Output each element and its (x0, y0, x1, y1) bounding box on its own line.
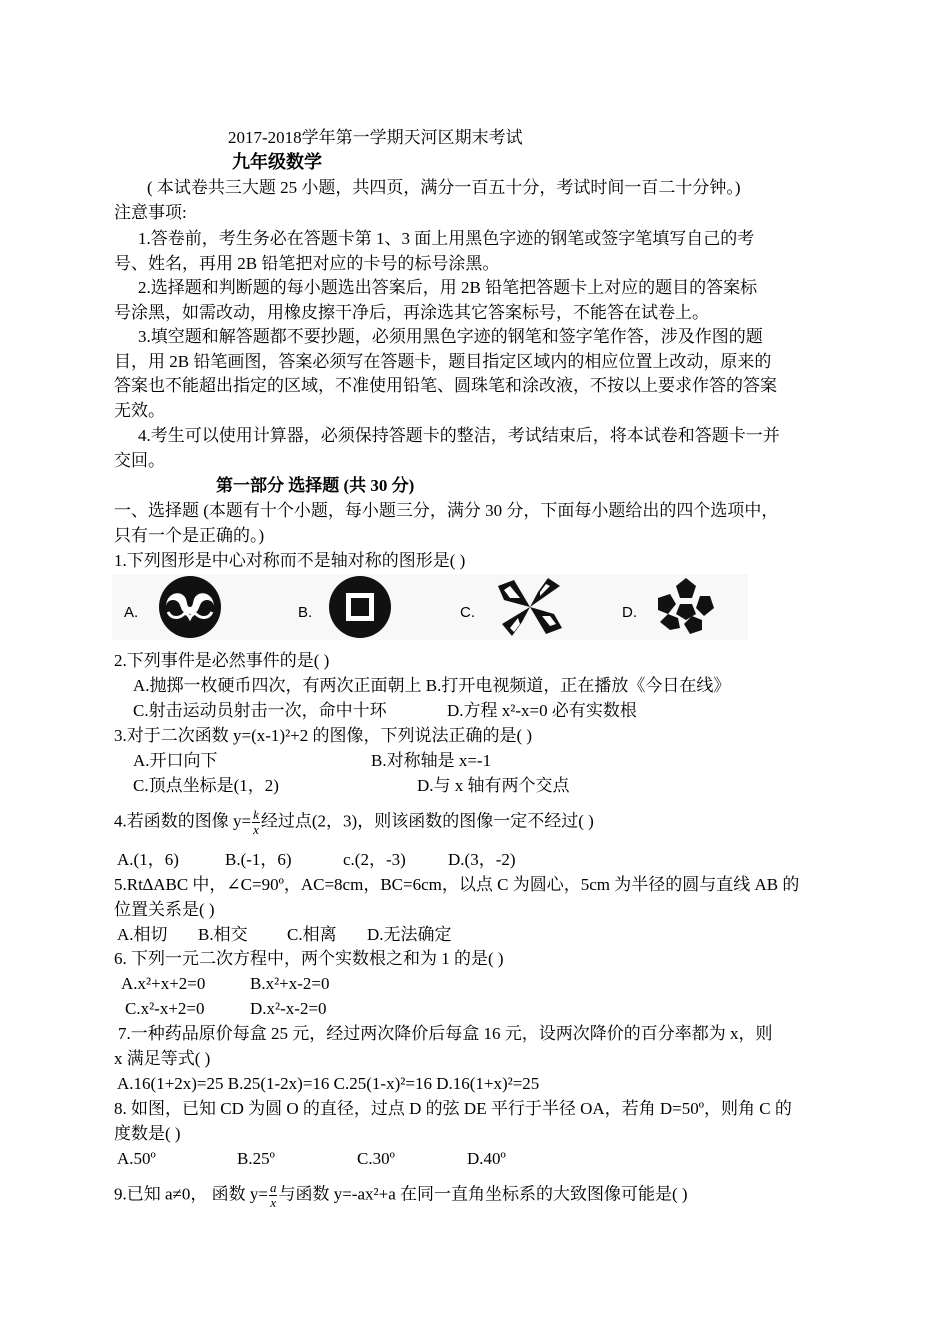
q6-option-c: C.x²-x+2=0 (125, 999, 205, 1018)
q9-stem (114, 1181, 688, 1210)
q1-figure-c-pinwheel-icon (490, 574, 570, 640)
q4-stem-pre: 4.若函数的图像 y= (114, 811, 252, 831)
note-2-line-2: 号涂黑，如需改动，用橡皮擦干净后，再涂选其它答案标号，不能答在试卷上。 (114, 303, 709, 322)
q8-option-c: C.30º (357, 1149, 395, 1168)
q7-line-1: 7.一种药品原价每盒 25 元，经过两次降价后每盒 16 元，设两次降价的百分率都为 x，则 (118, 1024, 773, 1043)
q4-stem (114, 808, 594, 837)
q9-stem-pre: 9.已知 a≠0， 函数 y= (114, 1184, 268, 1204)
exam-subject: 九年级数学 (232, 152, 322, 172)
q4-option-a: A.(1，6) (117, 850, 179, 869)
note-3-line-2: 目，用 2B 铅笔画图，答案必须写在答题卡，题目指定区域内的相应位置上改动，原来的 (114, 352, 772, 371)
exam-title: 2017-2018学年第一学期天河区期末考试 (228, 128, 523, 147)
q2-option-c: C.射击运动员射击一次，命中十环 (133, 701, 387, 720)
q1-figure-row (112, 574, 748, 640)
note-3-line-3: 答案也不能超出指定的区域，不准使用铅笔、圆珠笔和涂改液，不按以上要求作答的答案 (114, 376, 777, 395)
q3-stem: 3.对于二次函数 y=(x-1)²+2 的图像，下列说法正确的是( ) (114, 726, 533, 745)
q9-fraction (269, 1181, 278, 1210)
q4-option-d: D.(3，-2) (448, 850, 516, 869)
exam-intro: ( 本试卷共三大题 25 小题，共四页，满分一百五十分，考试时间一百二十分钟。) (147, 178, 741, 197)
q4-option-c: c.(2，-3) (343, 850, 406, 869)
note-2-line-1: 2.选择题和判断题的每小题选出答案后，用 2B 铅笔把答题卡上对应的题目的答案标 (138, 278, 758, 297)
q5-line-1: 5.Rt∆ABC 中，∠C=90º，AC=8cm，BC=6cm，以点 C 为圆心，5cm 为半径的圆与直线 AB 的 (114, 875, 800, 894)
q9-stem-post: 与函数 y=-ax²+a 在同一直角坐标系的大致图像可能是( ) (278, 1184, 688, 1204)
note-1-line-2: 号、姓名，再用 2B 铅笔把对应的卡号的标号涂黑。 (114, 254, 500, 273)
q1-stem: 1.下列图形是中心对称而不是轴对称的图形是( ) (114, 551, 466, 570)
q2-options-ab: A.抛掷一枚硬币四次，有两次正面朝上 B.打开电视频道，正在播放《今日在线》 (133, 676, 731, 695)
q9-fraction-denominator: x (270, 1195, 277, 1210)
note-4-line-1: 4.考生可以使用计算器，必须保持答题卡的整洁，考试结束后，将本试卷和答题卡一并 (138, 426, 780, 445)
q7-options: A.16(1+2x)=25 B.25(1-2x)=16 C.25(1-x)²=16 D.16(1+x)²=25 (117, 1074, 540, 1093)
part1-intro-line-1: 一、选择题 (本题有十个小题，每小题三分，满分 30 分，下面每小题给出的四个选项中， (114, 501, 779, 520)
q1-option-c-label: C. (460, 604, 475, 621)
q9-fraction-numerator: a (269, 1180, 277, 1195)
q8-line-1: 8. 如图，已知 CD 为圆 O 的直径，过点 D 的弦 DE 平行于半径 OA，若角 D=50º，则角 C 的 (114, 1099, 792, 1118)
q1-option-b-label: B. (298, 604, 313, 621)
q8-option-a: A.50º (117, 1149, 156, 1168)
note-4-line-2: 交回。 (114, 451, 165, 470)
q1-option-d-label: D. (622, 604, 637, 621)
q1-figure-b-coin-icon (324, 574, 396, 640)
note-1-line-1: 1.答卷前，考生务必在答题卡第 1、3 面上用黑色字迹的钢笔或签字笔填写自己的考 (138, 229, 755, 248)
q5-option-c: C.相离 (287, 925, 337, 944)
q8-option-d: D.40º (467, 1149, 506, 1168)
q5-option-b: B.相交 (198, 925, 248, 944)
part1-intro-line-2: 只有一个是正确的。) (114, 526, 265, 545)
q1-option-a-label: A. (124, 604, 139, 621)
q4-fraction-numerator: k (253, 807, 259, 822)
q4-stem-post: 经过点(2，3)，则该函数的图像一定不经过( ) (260, 811, 594, 831)
q4-option-b: B.(-1，6) (225, 850, 292, 869)
notes-heading: 注意事项: (114, 203, 187, 222)
q1-figure-d-pentagon-flower-icon (650, 574, 722, 640)
note-3-line-1: 3.填空题和解答题都不要抄题，必须用黑色字迹的钢笔和签字笔作答，涉及作图的题 (138, 327, 763, 346)
note-3-line-4: 无效。 (114, 401, 165, 420)
q5-option-d: D.无法确定 (367, 925, 452, 944)
q4-fraction-denominator: x (253, 822, 259, 837)
q4-fraction (252, 808, 260, 837)
part1-heading: 第一部分 选择题 (共 30 分) (216, 476, 415, 495)
q1-figure-a-yinyang-icon (154, 574, 226, 640)
q3-option-c: C.顶点坐标是(1，2) (133, 776, 279, 795)
q2-stem: 2.下列事件是必然事件的是( ) (114, 651, 330, 670)
q2-option-d: D.方程 x²-x=0 必有实数根 (447, 701, 637, 720)
q3-option-b: B.对称轴是 x=-1 (371, 751, 492, 770)
q6-option-b: B.x²+x-2=0 (250, 974, 330, 993)
q7-line-2: x 满足等式( ) (114, 1049, 211, 1068)
q8-option-b: B.25º (237, 1149, 275, 1168)
q3-option-a: A.开口向下 (133, 751, 218, 770)
q6-option-a: A.x²+x+2=0 (121, 974, 206, 993)
q5-line-2: 位置关系是( ) (114, 900, 215, 919)
q8-line-2: 度数是( ) (114, 1124, 181, 1143)
q6-stem: 6. 下列一元二次方程中，两个实数根之和为 1 的是( ) (114, 949, 504, 968)
q5-option-a: A.相切 (117, 925, 168, 944)
q3-option-d: D.与 x 轴有两个交点 (417, 776, 570, 795)
q6-option-d: D.x²-x-2=0 (250, 999, 327, 1018)
